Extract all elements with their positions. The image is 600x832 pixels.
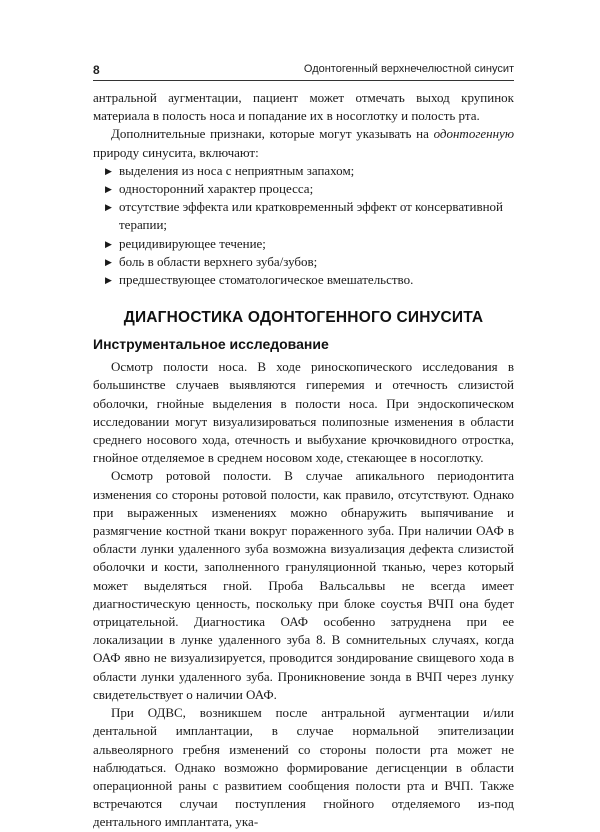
list-item-text: рецидивирующее течение;	[119, 235, 266, 251]
paragraph-oral-exam: Осмотр ротовой полости. В случае апикального периодонтита изменения со стороны ротовой полости, как правило, отсутствуют. Однако при выраженных изменениях можно обнаружить выпячивание и размягчение костной ткани вокруг пораженного зуба. При наличии ОАФ в области лунки удаленного зуба возможна визуализация дефекта слизистой оболочки и кости, заполненного грануляционной тканью, через который может выделяться гной. Проба Вальсальвы не всегда имеет диагностическую ценность, поскольку при блоке соустья ВЧП она будет отрицательной. Диагностика ОАФ особенно затруднена при ее локализации в лунке удаленного зуба 8. В сомнительных случаях, когда ОАФ явно не визуализируется, проводится зондирование свищевого хода в области лунки удаленного зуба. Проникновение зонда в ВЧП через лунку свидетельствует о наличии ОАФ.	[93, 468, 514, 702]
list-item-text: боль в области верхнего зуба/зубов;	[119, 253, 318, 269]
running-header	[93, 63, 514, 79]
list-item-text: отсутствие эффекта или кратковременный эффект от консервативной терапии;	[119, 199, 504, 233]
page-body	[93, 89, 514, 832]
list-item	[93, 235, 514, 253]
signs-list	[93, 162, 514, 289]
paragraph-odvs: При ОДВС, возникшем после антральной аугментации и/или дентальной имплантации, в случае нормальной эпителизации альвеолярного гребня изменений со стороны полости рта может не наблюдаться. Однако возможно формирование дегисценции в области операционной раны с развитием сообщения полости рта и ВЧП. Также встречаются случаи поступления гнойного отделяемого из-под дентального имплантата, ука-	[93, 705, 514, 830]
signs-lead-after: природу синусита, включают:	[93, 144, 259, 160]
list-item-text: односторонний характер процесса;	[119, 181, 314, 197]
running-title: Одонтогенный верхнечелюстной синусит	[303, 63, 514, 75]
signs-lead-emphasis: одонтогенную	[433, 126, 514, 142]
intro-continuation: антральной аугментации, пациент может отмечать выход крупинок материала в полость носа и попадание их в носоглотку и полость рта.	[93, 90, 514, 124]
page-number: 8	[93, 63, 100, 77]
triangle-right-icon: ▶	[105, 256, 112, 267]
list-item	[93, 253, 514, 271]
list-item-text: выделения из носа с неприятным запахом;	[119, 162, 355, 178]
subsection-title: Инструментальное исследование	[93, 336, 329, 353]
triangle-right-icon: ▶	[105, 184, 112, 195]
list-item	[93, 271, 514, 289]
header-rule	[93, 80, 514, 81]
triangle-right-icon: ▶	[105, 238, 112, 249]
triangle-right-icon: ▶	[105, 202, 112, 213]
signs-lead-paragraph	[93, 125, 514, 161]
paragraph-nasal-exam: Осмотр полости носа. В ходе риноскопического исследования в большинстве случаев выявляются гиперемия и отечность слизистой оболочки, гнойные выделения в полости носа. При эндоскопическом исследовании могут визуализироваться полипозные изменения в области среднего носового хода, отечность и выбухание крючковидного отростка, гнойное отделяемое в среднем носовом ходе, стекающее в носоглотку.	[93, 359, 514, 466]
triangle-right-icon: ▶	[105, 165, 112, 176]
list-item	[93, 180, 514, 198]
triangle-right-icon: ▶	[105, 275, 112, 286]
list-item	[93, 198, 514, 234]
signs-lead-before: Дополнительные признаки, которые могут указывать на	[111, 126, 434, 142]
section-title: ДИАГНОСТИКА ОДОНТОГЕННОГО СИНУСИТА	[123, 309, 484, 327]
list-item	[93, 162, 514, 180]
list-item-text: предшествующее стоматологическое вмешательство.	[119, 272, 414, 288]
